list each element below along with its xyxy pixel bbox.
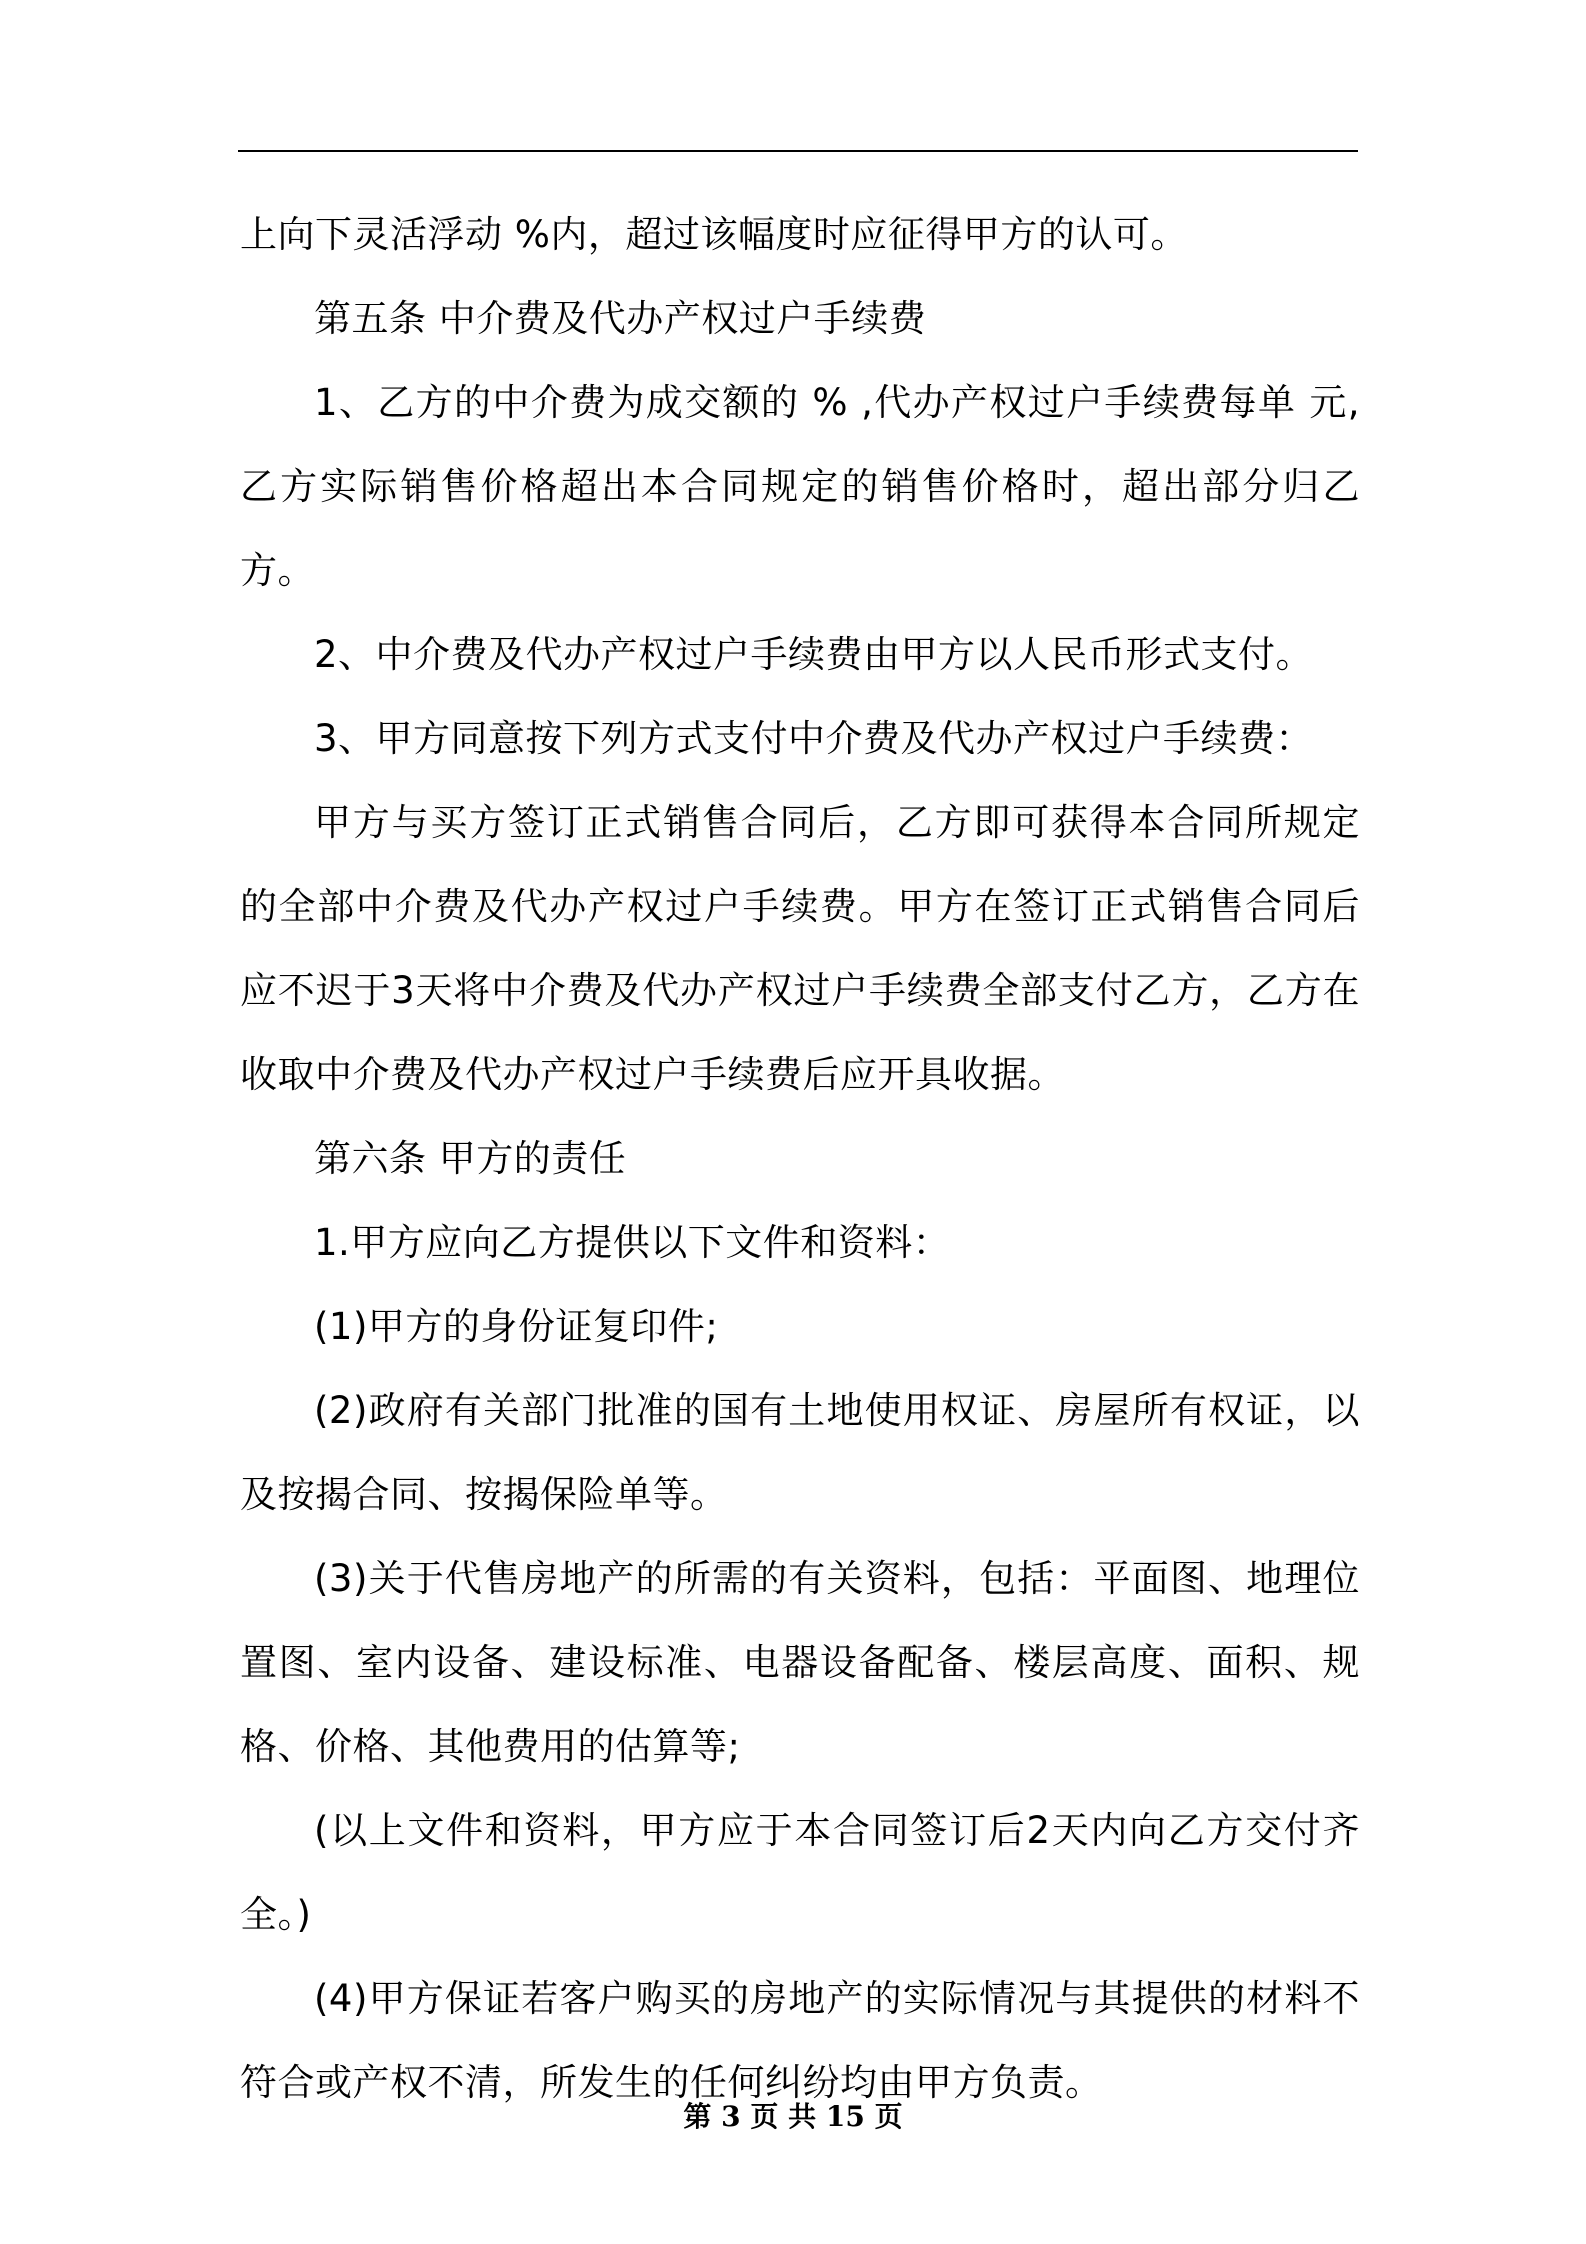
article-5-heading: 第五条 中介费及代办产权过户手续费 [314, 297, 927, 340]
article-6-delivery-note: (以上文件和资料，甲方应于本合同签订后2天内向乙方交付齐全。) [240, 1809, 1360, 1936]
paragraph-continuation: 上向下灵活浮动 %内，超过该幅度时应征得甲方的认可。 [240, 213, 1188, 256]
article-5-clause-3: 3、甲方同意按下列方式支付中介费及代办产权过户手续费： [314, 717, 1314, 760]
document-body [240, 193, 1360, 2125]
article-5-clause-2: 2、中介费及代办产权过户手续费由甲方以人民币形式支付。 [314, 633, 1314, 676]
header-rule [238, 150, 1358, 152]
article-6-clause-1: 1.甲方应向乙方提供以下文件和资料： [314, 1221, 951, 1264]
article-5-payment-terms: 甲方与买方签订正式销售合同后，乙方即可获得本合同所规定的全部中介费及代办产权过户手续费。甲方在签订正式销售合同后应不迟于3天将中介费及代办产权过户手续费全部支付乙方，乙方在收取中介费及代办产权过户手续费后应开具收据。 [240, 801, 1360, 1096]
article-5-clause-1: 1、乙方的中介费为成交额的 % ,代办产权过户手续费每单 元,乙方实际销售价格超出本合同规定的销售价格时，超出部分归乙方。 [240, 381, 1360, 592]
article-6-heading: 第六条 甲方的责任 [314, 1137, 627, 1180]
article-6-item-2: (2)政府有关部门批准的国有土地使用权证、房屋所有权证，以及按揭合同、按揭保险单等。 [240, 1389, 1360, 1516]
article-6-item-1: (1)甲方的身份证复印件; [314, 1305, 719, 1348]
article-6-item-4: (4)甲方保证若客户购买的房地产的实际情况与其提供的材料不符合或产权不清，所发生的任何纠纷均由甲方负责。 [240, 1977, 1360, 2104]
page-number: 第 3 页 共 15 页 [683, 2100, 903, 2133]
article-6-item-3: (3)关于代售房地产的所需的有关资料，包括：平面图、地理位置图、室内设备、建设标准、电器设备配备、楼层高度、面积、规格、价格、其他费用的估算等; [240, 1557, 1360, 1768]
